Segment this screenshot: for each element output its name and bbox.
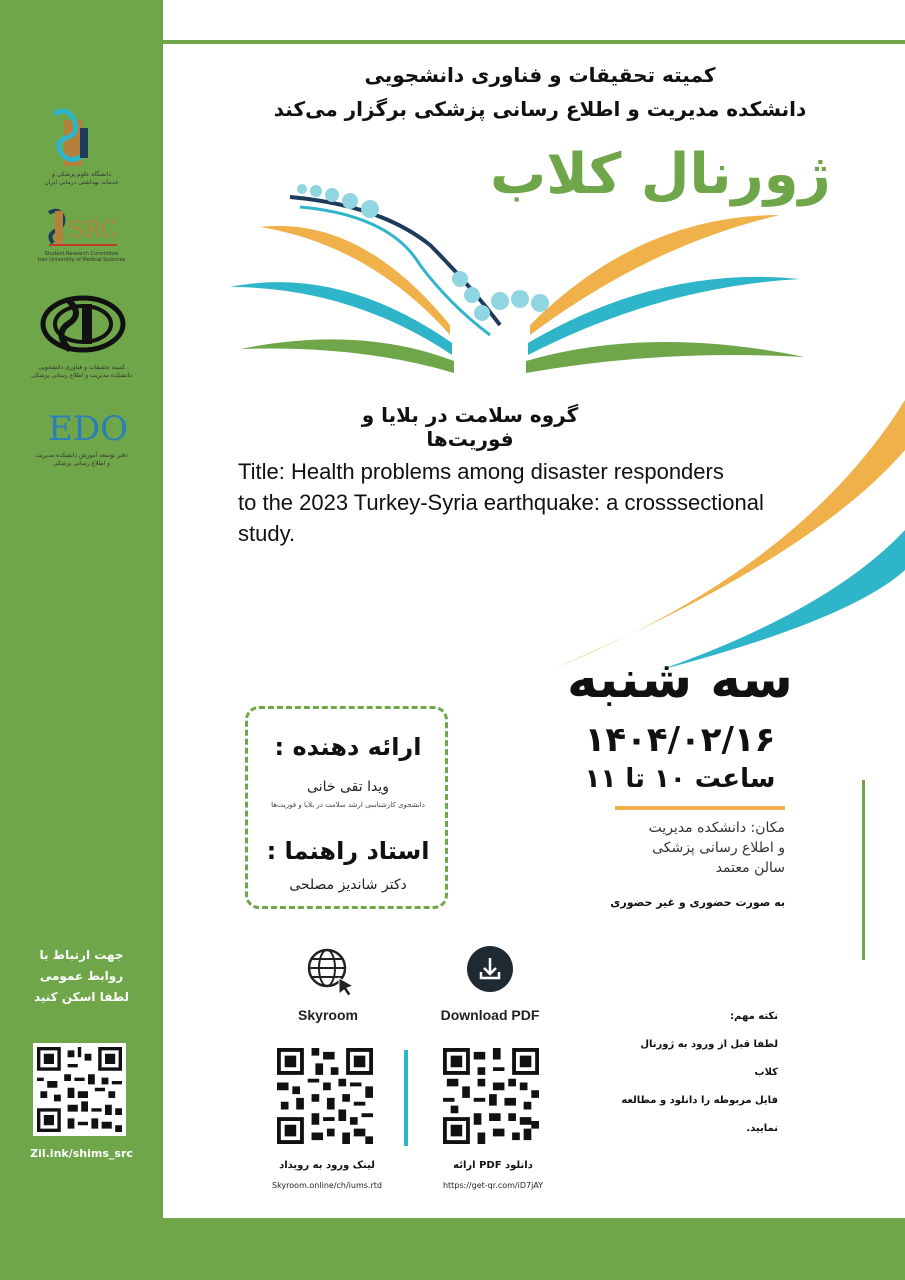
pdf-url[interactable]: https://get-qr.com/iD7jAY [442,1181,544,1190]
iums-logo-caption [0,171,163,187]
advisor-heading: استاد راهنما : [266,837,430,865]
edo-emblem-icon [46,400,128,450]
student-research-logo [38,290,128,362]
skyroom-caption: لینک ورود به رویداد [279,1160,375,1171]
note-line: فایل مربوطه را دانلود و مطالعه [621,1095,778,1106]
venue-line: سالن معتمد [715,860,785,876]
top-divider [163,40,905,44]
qr-separator [404,1050,408,1146]
paper-title-line: to the 2023 Turkey-Syria earthquake: a crosssectional [238,490,764,515]
bottom-band [163,1218,905,1280]
edo-logo-text: EDO [48,409,128,449]
src-logo-caption [0,251,163,263]
pdf-caption: دانلود PDF ارائه [453,1160,533,1171]
iums-emblem-icon [40,108,100,170]
paper-title-line: Title: Health problems among disaster responders [238,459,724,484]
download-pdf-button[interactable] [467,946,513,992]
note-line: لطفا قبل از ورود به ژورنال کلاب [640,1039,778,1078]
logo-caption-line: دفتر توسعه آموزش دانشکده مدیریت [35,452,128,459]
venue-line: مکان: دانشکده مدیریت [648,820,785,836]
contact-link[interactable]: Zil.ink/shims_src [30,1147,133,1160]
logo-caption-line: دانشکده مدیریت و اطلاع رسانی پزشکی [31,372,132,379]
venue-line: و اطلاع رسانی پزشکی [652,840,785,856]
qr-code-icon [277,1048,373,1144]
logo-caption-line: و اطلاع رسانی پزشکی [53,460,110,467]
contact-text [0,945,163,1008]
event-day: سه شنبه [567,650,793,710]
presenter-heading: ارائه دهنده : [274,733,422,761]
qr-code-icon [443,1048,539,1144]
iums-logo [40,108,100,174]
download-icon [467,946,513,992]
open-book-illustration [220,175,820,385]
globe-cursor-icon [305,946,355,996]
presenter-card [245,706,448,909]
src-emblem-icon [45,205,121,249]
pdf-qr-code[interactable] [443,1048,539,1144]
divider-line [615,806,785,810]
paper-title [238,456,798,549]
event-time: ساعت ۱۰ تا ۱۱ [584,764,776,794]
header-line-1: کمیته تحقیقات و فناوری دانشجویی [364,63,716,87]
skyroom-button[interactable] [305,946,351,992]
contact-line: روابط عمومی [39,969,124,983]
edo-logo-caption [0,452,163,468]
src-logo-text: SRC [69,218,118,243]
edo-logo [46,400,128,454]
research-logo-caption [0,364,163,380]
important-note [620,1003,778,1143]
skyroom-url[interactable]: Skyroom.online/ch/iums.rtd [272,1181,382,1190]
advisor-name: دکتر شاندیز مصلحی [289,877,407,893]
logo-caption-line: کمیته تحقیقات و فناوری دانشجویی [38,364,125,371]
skyroom-qr-code[interactable] [277,1048,373,1144]
contact-line: جهت ارتباط با [39,948,124,962]
research-group: گروه سلامت در بلایا و فوریت‌ها [361,403,579,451]
event-date: ۱۴۰۴/۰۲/۱۶ [584,720,776,760]
header-line-2: دانشکده مدیریت و اطلاع رسانی پزشکی برگزار می‌کند [273,97,807,121]
paper-title-line: study. [238,521,296,546]
logo-caption-line: خدمات بهداشتی درمانی ایران [44,179,119,186]
logo-caption-line: دانشگاه علوم پزشکی و [52,171,111,178]
vertical-accent [862,780,865,960]
research-emblem-icon [38,290,128,358]
attendance-mode: به صورت حضوری و غیر حضوری [610,896,785,909]
download-pdf-label[interactable]: Download PDF [440,1007,540,1023]
logo-caption-line: Student Research Committee [44,251,119,257]
contact-qr-code[interactable] [33,1043,126,1136]
presenter-subtitle: دانشجوی کارشناسی ارشد سلامت در بلایا و فوریت‌ها [271,801,425,809]
logo-caption-line: Iran University of Medical Sciences [37,257,126,263]
note-line: نمایید. [746,1123,778,1134]
note-title: نکته مهم: [730,1011,778,1022]
presenter-name: ویدا تقی خانی [307,779,389,795]
skyroom-label[interactable]: Skyroom [298,1007,358,1023]
src-logo [45,205,121,253]
journal-club-title: ژورنال کلاب [490,142,831,207]
qr-code-icon [37,1047,122,1132]
contact-line: لطفا اسکن کنید [33,990,130,1004]
event-venue [560,818,785,878]
left-sidebar [0,0,163,1280]
